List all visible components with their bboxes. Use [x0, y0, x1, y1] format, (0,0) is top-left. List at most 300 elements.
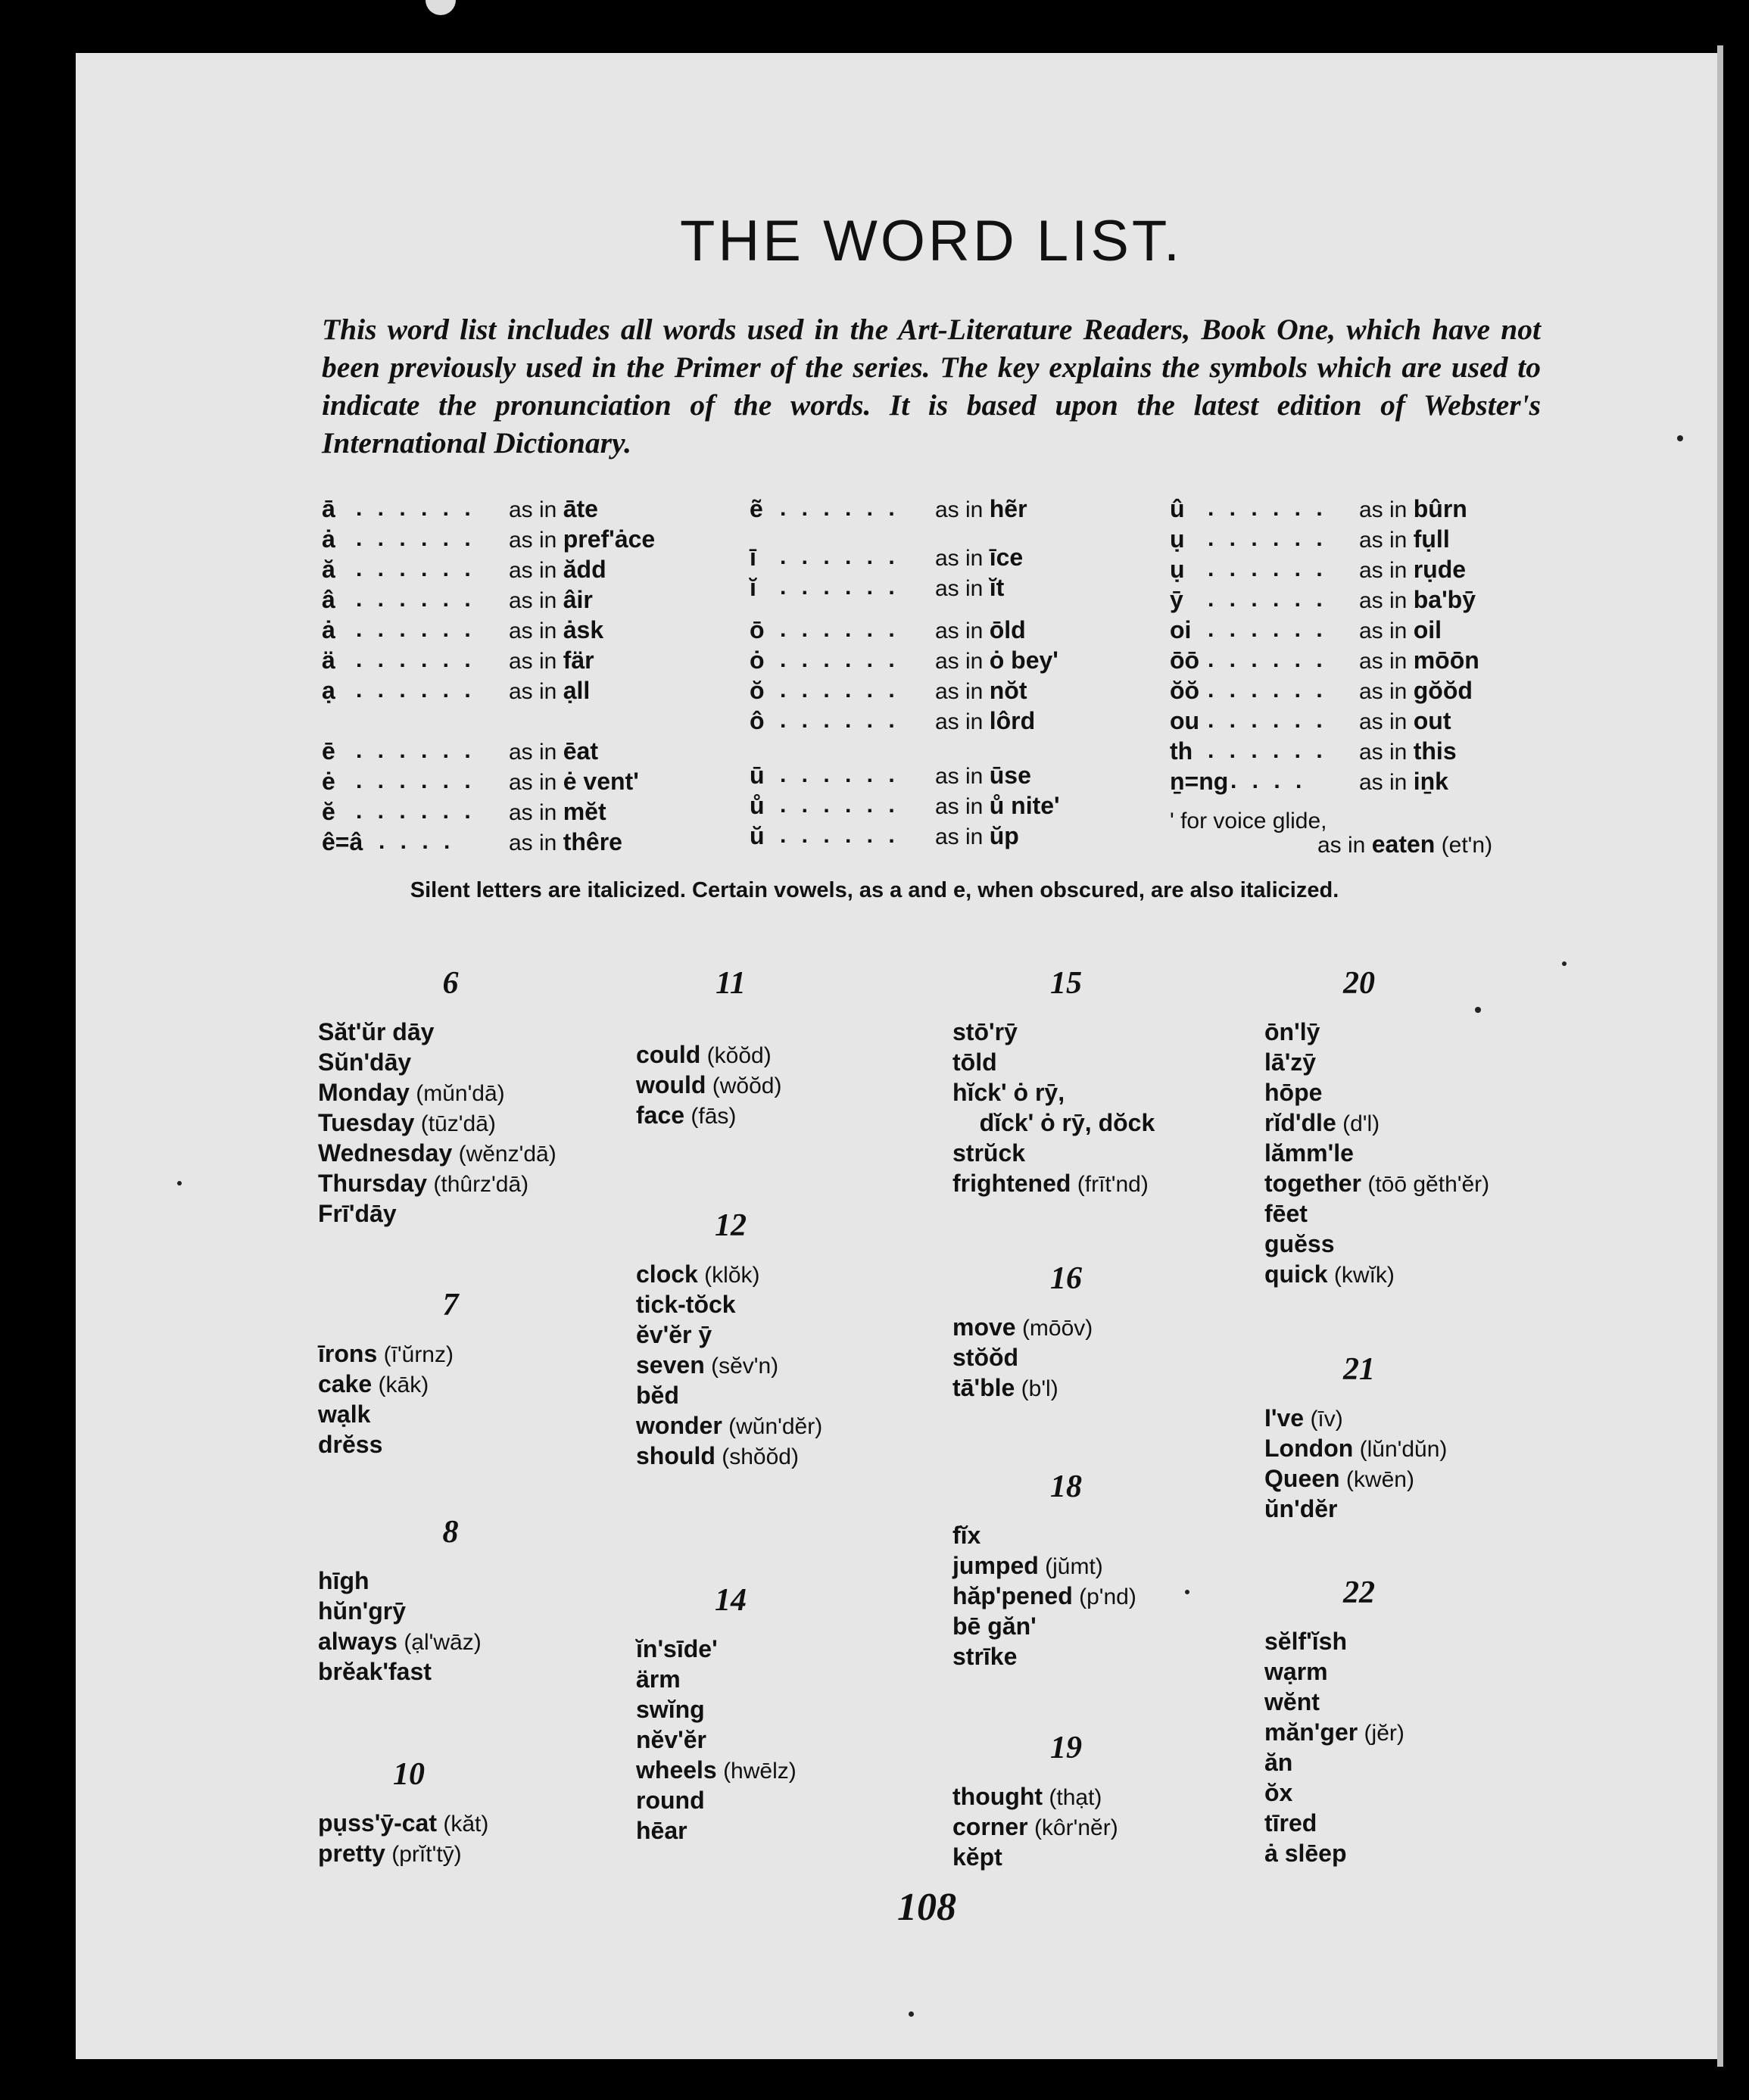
key-as-in: as in: [1359, 709, 1408, 734]
word-entry: [318, 1838, 462, 1870]
word-entry: [318, 1656, 432, 1688]
word: frightened: [952, 1170, 1071, 1197]
pronunciation: (sĕv'n): [711, 1354, 779, 1379]
word-entry: [952, 1017, 1018, 1048]
key-leader-dots: . . . . . .: [356, 587, 475, 612]
key-symbol: ou: [1170, 707, 1200, 734]
word-entry: [1264, 1433, 1447, 1465]
key-symbol: û: [1170, 495, 1185, 522]
word: always: [318, 1628, 398, 1655]
key-as-in: as in: [1359, 770, 1408, 795]
word: drĕss: [318, 1431, 383, 1458]
pronunciation: (kăt): [443, 1812, 489, 1837]
pronunciation: (kwēn): [1345, 1467, 1414, 1492]
key-example-word: ūse: [989, 762, 1031, 789]
word-entry: [1264, 1494, 1338, 1525]
word-entry: [952, 1047, 997, 1079]
key-example: [509, 554, 606, 586]
word-entry: [318, 1047, 411, 1079]
key-symbol: ȧ: [322, 525, 335, 553]
word-entry: [636, 1694, 705, 1726]
word: Thursday: [318, 1170, 428, 1197]
pronunciation: (thûrz'dā): [433, 1172, 529, 1197]
key-as-in: as in: [1359, 588, 1408, 613]
key-symbol: ŏ: [750, 677, 765, 704]
word: wạrm: [1264, 1658, 1328, 1685]
word: pụss'ȳ-cat: [318, 1809, 437, 1837]
word: ärm: [636, 1665, 681, 1693]
word: wonder: [636, 1412, 722, 1439]
pronunciation: (ạl'wāz): [404, 1630, 482, 1655]
key-example-word: lôrd: [989, 707, 1036, 734]
key-example-word: âir: [563, 586, 593, 613]
section-number: 16: [1050, 1261, 1082, 1296]
key-example: [935, 615, 1026, 647]
key-symbol: oi: [1170, 616, 1192, 643]
word: would: [636, 1071, 706, 1098]
word: clock: [636, 1260, 698, 1288]
key-leader-dots: . . . . . .: [1208, 647, 1327, 672]
key-as-in: as in: [509, 588, 557, 613]
key-symbol: ȳ: [1170, 586, 1183, 613]
word-entry: [1264, 1138, 1354, 1170]
word: sĕlf'ĭsh: [1264, 1628, 1347, 1655]
key-leader-dots: . . . . . .: [356, 738, 475, 763]
key-example-word: gŏŏd: [1413, 677, 1473, 704]
word: face: [636, 1101, 685, 1129]
key-as-in: as in: [935, 576, 984, 601]
key-symbol: ī: [750, 544, 756, 571]
glide-word: eaten: [1371, 830, 1436, 858]
key-as-in: as in: [1359, 740, 1408, 765]
word: tā'ble: [952, 1374, 1015, 1401]
scan-artifact: [426, 0, 456, 15]
word-entry: [636, 1289, 736, 1321]
word: should: [636, 1442, 716, 1469]
word-entry: [952, 1581, 1136, 1612]
key-as-in: as in: [509, 830, 557, 855]
key-symbol: ạ: [322, 677, 335, 704]
key-leader-dots: . . . .: [379, 829, 455, 854]
section-number: 11: [716, 966, 746, 1001]
key-example: [1359, 494, 1467, 525]
word-entry: [952, 1812, 1118, 1843]
key-as-in: as in: [1359, 649, 1408, 674]
pronunciation: (wĕnz'dā): [458, 1142, 556, 1167]
section-number: 7: [442, 1288, 459, 1323]
key-symbol: th: [1170, 737, 1193, 765]
key-leader-dots: . . . . . .: [356, 617, 475, 642]
key-as-in: as in: [1359, 558, 1408, 583]
pronunciation: (kôr'nĕr): [1034, 1815, 1118, 1840]
word-entry: [636, 1350, 778, 1382]
key-leader-dots: . . . . . .: [356, 647, 475, 672]
word: strŭck: [952, 1139, 1026, 1167]
pronunciation: (hwēlz): [723, 1759, 797, 1784]
key-leader-dots: . . . . . .: [780, 575, 899, 600]
word-entry: [318, 1138, 556, 1170]
word: hĭck' ȯ rȳ,: [952, 1079, 1065, 1106]
word-entry: [1264, 1626, 1347, 1658]
word-entry: [1264, 1463, 1414, 1495]
word: tīred: [1264, 1809, 1317, 1837]
word-entry: [952, 1312, 1093, 1344]
key-example-word: out: [1413, 707, 1451, 734]
key-example-word: iṉk: [1413, 768, 1448, 795]
key-example-word: ŭp: [989, 822, 1019, 849]
word: wạlk: [318, 1401, 371, 1428]
word: ȧ slēep: [1264, 1840, 1347, 1867]
word: London: [1264, 1435, 1354, 1462]
key-example: [509, 796, 606, 828]
pronunciation: (shŏŏd): [722, 1444, 799, 1469]
word: rĭd'dle: [1264, 1109, 1336, 1136]
word-entry: [1264, 1259, 1395, 1291]
key-example-word: rụde: [1413, 556, 1467, 583]
pronunciation: (jŭmt): [1045, 1554, 1103, 1579]
word-entry: [318, 1626, 482, 1658]
key-example-word: fụll: [1413, 525, 1450, 553]
key-example: [935, 821, 1019, 852]
word-entry: [952, 1842, 1002, 1874]
word-entry: [1264, 1808, 1317, 1840]
pronunciation: (frīt'nd): [1077, 1172, 1149, 1197]
word: Wednesday: [318, 1139, 453, 1167]
word-entry: [1264, 1047, 1316, 1079]
key-example: [509, 736, 598, 768]
word: ăn: [1264, 1749, 1293, 1776]
word: seven: [636, 1351, 705, 1379]
word-entry: [636, 1380, 679, 1412]
key-example: [1359, 706, 1451, 737]
pronunciation: (ī'ŭrnz): [383, 1342, 454, 1367]
key-symbol: ė: [322, 768, 335, 795]
section-number: 18: [1050, 1469, 1082, 1504]
key-as-in: as in: [935, 618, 984, 643]
key-symbol: ẽ: [750, 495, 763, 522]
word-entry: [952, 1138, 1025, 1170]
word-entry: [318, 1168, 528, 1200]
key-as-in: as in: [509, 770, 557, 795]
key-example: [935, 790, 1060, 822]
key-leader-dots: . . . . . .: [780, 647, 899, 672]
key-symbol: ȯ: [750, 647, 765, 674]
key-leader-dots: . . . . . .: [1208, 738, 1327, 763]
word-entry: [318, 1429, 382, 1461]
section-number: 12: [715, 1208, 747, 1243]
glide-pron: (et'n): [1441, 833, 1493, 858]
pronunciation: (klŏk): [704, 1263, 760, 1288]
key-example: [1359, 524, 1450, 556]
word: lămm'le: [1264, 1139, 1354, 1167]
pronunciation: (kwĭk): [1333, 1263, 1395, 1288]
word: thought: [952, 1783, 1043, 1810]
page-number: 108: [897, 1886, 956, 1929]
page-title: THE WORD LIST.: [679, 209, 1183, 273]
word-entry: [1264, 1656, 1328, 1688]
key-example: [935, 706, 1035, 737]
word-entry: [636, 1070, 781, 1101]
word-entry: [318, 1338, 454, 1370]
word: Săt'ŭr dāy: [318, 1018, 435, 1045]
word: ŭn'dĕr: [1264, 1495, 1338, 1522]
key-example: [509, 766, 639, 798]
key-as-in: as in: [1359, 618, 1408, 643]
word: dĭck' ȯ rȳ, dŏck: [952, 1109, 1155, 1136]
word-entry: [636, 1725, 706, 1756]
word: ĭn'sīde': [636, 1635, 718, 1662]
word: īrons: [318, 1340, 378, 1367]
key-as-in: as in: [935, 824, 984, 849]
word: hŭn'grȳ: [318, 1597, 407, 1625]
word: wheels: [636, 1756, 717, 1784]
key-leader-dots: . . . . . .: [780, 678, 899, 703]
word-entry: [636, 1320, 712, 1351]
key-example-word: this: [1413, 737, 1457, 765]
word-entry: [636, 1785, 705, 1817]
key-leader-dots: . . . . . .: [780, 544, 899, 569]
pronunciation: (p'nd): [1079, 1584, 1136, 1609]
pronunciation: (lŭn'dŭn): [1359, 1437, 1448, 1462]
key-symbol: ōō: [1170, 647, 1200, 674]
speck: [1562, 961, 1567, 966]
word: hēar: [636, 1817, 687, 1844]
key-example: [935, 572, 1004, 604]
key-example: [509, 615, 603, 647]
word: fēet: [1264, 1200, 1308, 1227]
word: pretty: [318, 1840, 385, 1867]
key-example: [509, 584, 593, 616]
silent-letters-note: Silent letters are italicized. Certain vowels, as a and e, when obscured, are also italicized.: [410, 878, 1339, 902]
section-number: 6: [442, 966, 459, 1001]
word: strīke: [952, 1643, 1018, 1670]
word: Frī'dāy: [318, 1200, 397, 1227]
word: Queen: [1264, 1465, 1340, 1492]
key-symbol: ŏŏ: [1170, 677, 1200, 704]
word: fĭx: [952, 1522, 981, 1549]
key-example-word: ĭt: [989, 574, 1005, 601]
word-entry: [952, 1342, 1018, 1374]
pronunciation: (wŭn'dĕr): [728, 1414, 823, 1439]
key-as-in: as in: [509, 558, 557, 583]
word: lā'zȳ: [1264, 1048, 1317, 1076]
pronunciation: (wŏŏd): [712, 1073, 782, 1098]
key-example-word: ȧsk: [563, 616, 604, 643]
word: brĕak'fast: [318, 1658, 432, 1685]
word: bē găn': [952, 1612, 1037, 1640]
section-number: 10: [393, 1757, 425, 1792]
word: wĕnt: [1264, 1688, 1320, 1715]
section-number: 8: [442, 1515, 459, 1550]
key-example: [509, 494, 598, 525]
section-number: 15: [1050, 966, 1082, 1001]
word: ŏx: [1264, 1779, 1293, 1806]
word: tōld: [952, 1048, 997, 1076]
word-entry: [952, 1781, 1102, 1813]
key-as-in: as in: [509, 740, 557, 765]
word-entry: [636, 1100, 736, 1132]
word: together: [1264, 1170, 1361, 1197]
word: bĕd: [636, 1382, 679, 1409]
key-example-word: pref'ȧce: [563, 525, 656, 553]
key-symbol: ȧ: [322, 616, 335, 643]
section-number: 20: [1343, 966, 1375, 1001]
key-example: [1359, 645, 1479, 677]
word-entry: [1264, 1717, 1404, 1749]
word: I've: [1264, 1404, 1305, 1432]
word: kĕpt: [952, 1843, 1002, 1871]
pronunciation: (tōō gĕth'ĕr): [1367, 1172, 1490, 1197]
key-leader-dots: . . . . . .: [1208, 526, 1327, 551]
key-symbol: ụ: [1170, 525, 1185, 553]
glide-example: [1317, 829, 1492, 861]
word-entry: [636, 1815, 687, 1847]
pronunciation: (b'l): [1021, 1376, 1058, 1401]
key-example: [935, 645, 1058, 677]
key-leader-dots: . . . .: [1230, 768, 1307, 793]
key-as-in: as in: [935, 709, 984, 734]
word: guĕss: [1264, 1230, 1335, 1257]
key-example: [509, 524, 655, 556]
word: cake: [318, 1370, 373, 1397]
key-example-word: bûrn: [1413, 495, 1467, 522]
word-entry: [1264, 1229, 1334, 1260]
key-symbol: ō: [750, 616, 765, 643]
key-leader-dots: . . . . . .: [1208, 496, 1327, 521]
word-entry: [636, 1039, 772, 1071]
key-symbol: ă: [322, 556, 335, 583]
key-leader-dots: . . . . . .: [780, 617, 899, 642]
pronunciation: (prĭt'tȳ): [391, 1842, 462, 1867]
pronunciation: (thạt): [1049, 1785, 1102, 1810]
key-as-in: as in: [935, 764, 984, 789]
key-leader-dots: . . . . . .: [1208, 587, 1327, 612]
key-symbol: ū: [750, 762, 765, 789]
word: nĕv'ĕr: [636, 1726, 706, 1753]
word-entry: [636, 1259, 760, 1291]
key-leader-dots: . . . . . .: [356, 556, 475, 581]
key-as-in: as in: [935, 497, 984, 522]
pronunciation: (īv): [1310, 1407, 1343, 1432]
glide-note: ' for voice glide,: [1170, 809, 1327, 833]
word: swĭng: [636, 1696, 705, 1723]
word: jumped: [952, 1552, 1039, 1579]
key-symbol: â: [322, 586, 335, 613]
word-entry: [318, 1077, 505, 1109]
pronunciation: (fās): [691, 1104, 737, 1129]
word-entry: [1264, 1687, 1320, 1718]
key-leader-dots: . . . . . .: [780, 496, 899, 521]
word: could: [636, 1041, 701, 1068]
word-entry: [952, 1168, 1149, 1200]
pronunciation: (mōōv): [1021, 1316, 1093, 1341]
key-example-word: ēat: [563, 737, 598, 765]
word-entry: [1264, 1108, 1380, 1139]
key-leader-dots: . . . . . .: [356, 526, 475, 551]
word-entry: [318, 1808, 488, 1840]
key-example-word: oil: [1413, 616, 1442, 643]
word-entry: [1264, 1168, 1489, 1200]
key-symbol: ä: [322, 647, 335, 674]
page-edge-right: [1717, 45, 1723, 2067]
key-example-word: ȯ bey': [989, 647, 1058, 674]
section-number: 14: [715, 1583, 747, 1618]
word: stŏŏd: [952, 1344, 1019, 1371]
word-entry: [1264, 1198, 1308, 1230]
word: ĕv'ĕr ȳ: [636, 1321, 712, 1348]
key-symbol: ô: [750, 707, 765, 734]
word: tick-tŏck: [636, 1291, 736, 1318]
word: quick: [1264, 1260, 1328, 1288]
pronunciation: (d'l): [1342, 1111, 1380, 1136]
key-example-word: nŏt: [989, 677, 1027, 704]
key-leader-dots: . . . . . .: [356, 768, 475, 793]
word-entry: [952, 1372, 1058, 1404]
glide-as-in: as in: [1317, 833, 1366, 858]
key-example: [1359, 736, 1457, 768]
key-symbol: ŭ: [750, 822, 765, 849]
key-symbol: ụ: [1170, 556, 1185, 583]
key-example-word: hẽr: [989, 495, 1027, 522]
key-as-in: as in: [1359, 679, 1408, 704]
word-entry: [636, 1441, 799, 1472]
key-example: [935, 760, 1031, 792]
key-example: [935, 542, 1023, 574]
word: round: [636, 1787, 705, 1814]
word-entry: [952, 1077, 1065, 1109]
key-leader-dots: . . . . . .: [780, 762, 899, 787]
key-leader-dots: . . . . . .: [1208, 617, 1327, 642]
word: move: [952, 1313, 1016, 1341]
word-entry: [636, 1410, 822, 1442]
pronunciation: (mŭn'dā): [416, 1081, 505, 1106]
key-example: [1359, 584, 1476, 616]
pronunciation: (tūz'dā): [420, 1111, 496, 1136]
key-example-word: ădd: [563, 556, 606, 583]
word-entry: [952, 1550, 1103, 1582]
word: hōpe: [1264, 1079, 1323, 1106]
word-entry: [1264, 1747, 1292, 1779]
speck: [909, 2011, 914, 2017]
key-leader-dots: . . . . . .: [356, 496, 475, 521]
key-symbol: ĭ: [750, 574, 756, 601]
word: hăp'pened: [952, 1582, 1073, 1609]
key-example: [1359, 615, 1442, 647]
word-entry: [318, 1566, 369, 1597]
key-example-word: ė vent': [563, 768, 639, 795]
key-leader-dots: . . . . . .: [356, 678, 475, 703]
word: măn'ger: [1264, 1718, 1358, 1746]
word-entry: [1264, 1838, 1347, 1870]
word-entry: [1264, 1017, 1320, 1048]
word: stō'rȳ: [952, 1018, 1018, 1045]
key-as-in: as in: [509, 528, 557, 553]
key-example-word: mōōn: [1413, 647, 1479, 674]
word-entry: [318, 1369, 429, 1401]
key-example-word: ba'bȳ: [1413, 586, 1476, 613]
key-as-in: as in: [1359, 497, 1408, 522]
word-entry: [1264, 1077, 1322, 1109]
key-as-in: as in: [509, 497, 557, 522]
key-example: [935, 494, 1027, 525]
key-example-word: fär: [563, 647, 594, 674]
pronunciation: (kāk): [378, 1372, 429, 1397]
speck: [1475, 1007, 1481, 1013]
word: ōn'lȳ: [1264, 1018, 1320, 1045]
key-example: [1359, 554, 1466, 586]
key-as-in: as in: [509, 618, 557, 643]
word: Sŭn'dāy: [318, 1048, 412, 1076]
